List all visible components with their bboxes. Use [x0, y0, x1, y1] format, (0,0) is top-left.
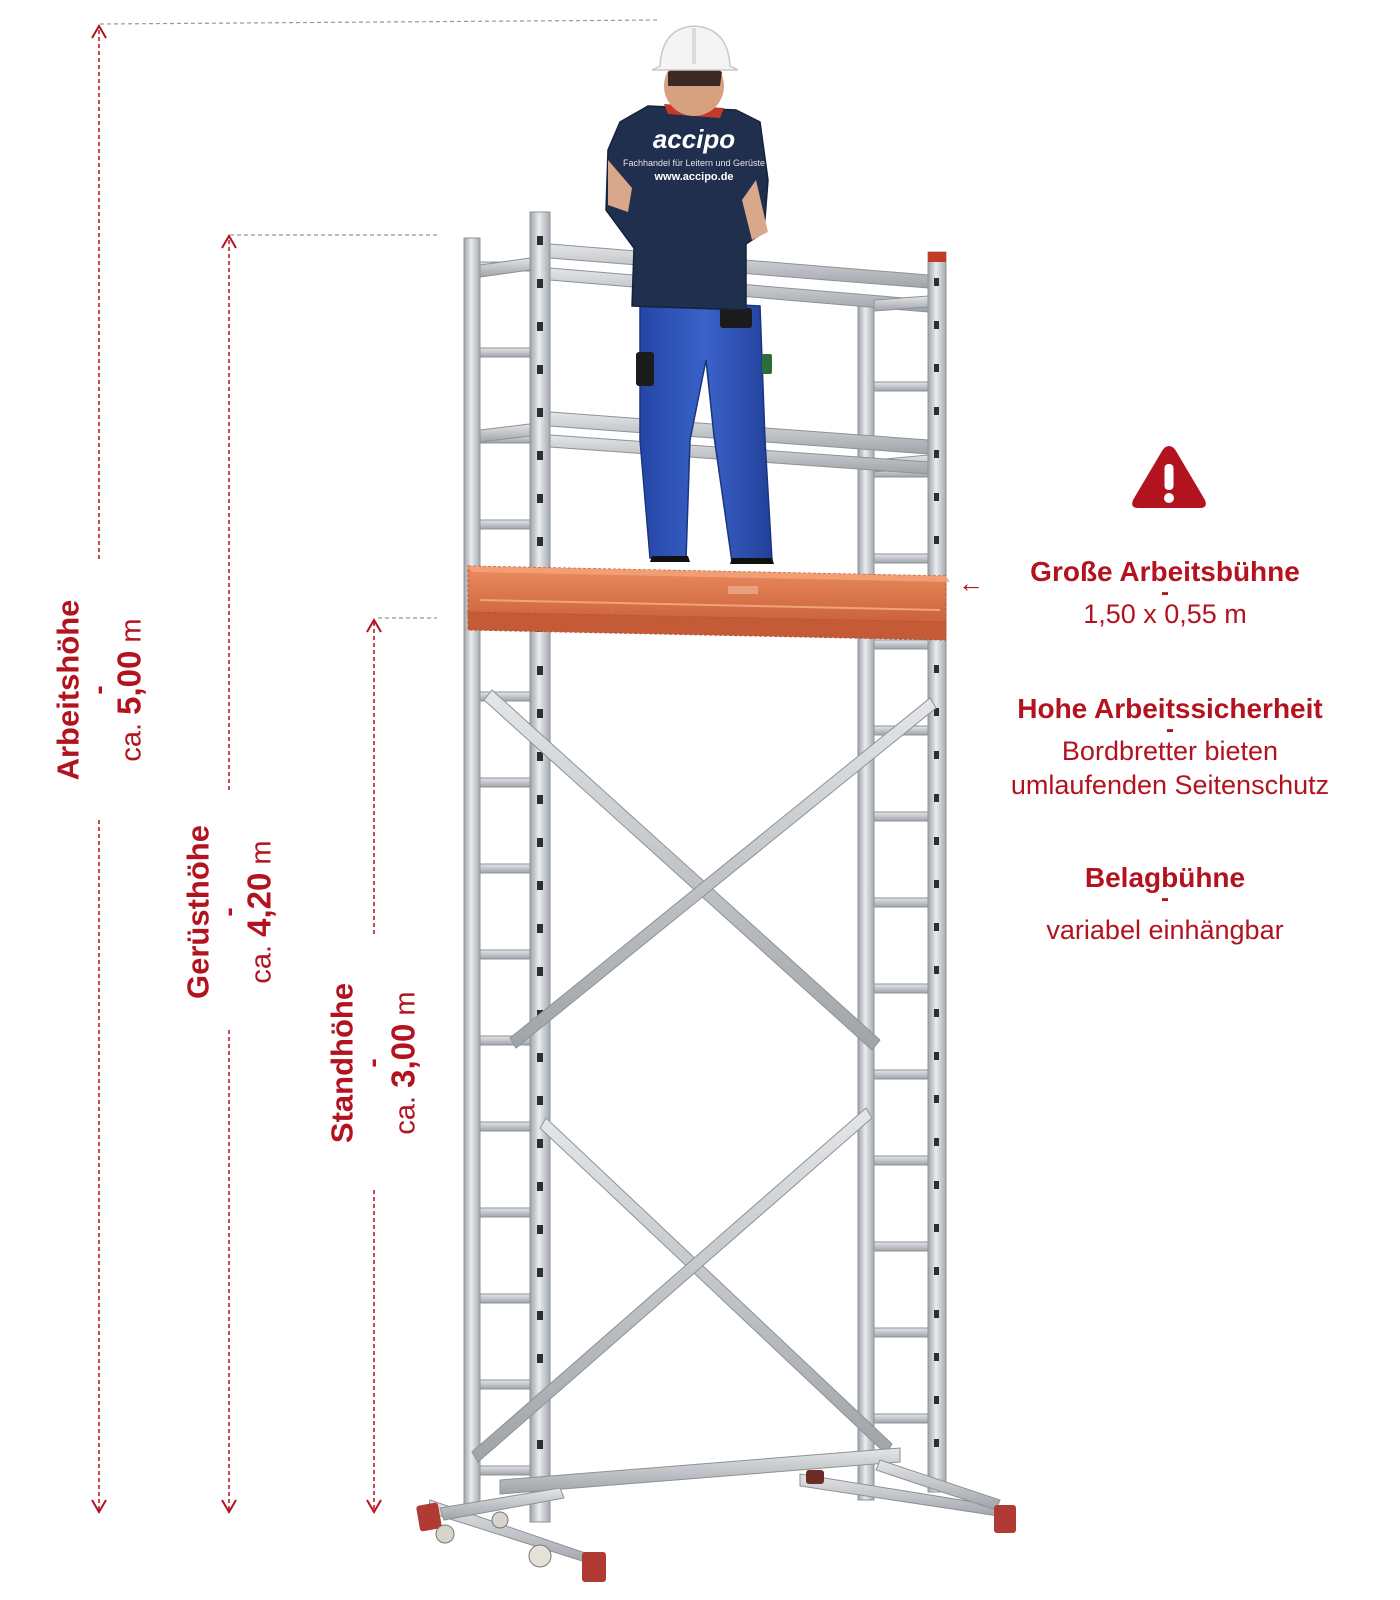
label-arbeitshoehe [50, 599, 148, 781]
label-prefix: ca. [389, 1095, 422, 1135]
feature-deck-dash: - [1161, 885, 1169, 912]
upright-hole [537, 838, 543, 847]
upright-hole [934, 278, 939, 286]
upright-hole [934, 1181, 939, 1189]
shirt-tagline: Fachhandel für Leitern und Gerüste [622, 158, 766, 168]
ladder-rung-right [866, 640, 934, 649]
feature-safety-title: Hohe Arbeitssicherheit [1017, 693, 1323, 724]
upright-hole [934, 321, 939, 329]
shirt-url: www.accipo.de [654, 171, 734, 183]
upright-hole [537, 236, 543, 245]
label-arbeitshoehe-dash: - [82, 685, 114, 695]
label-standhoehe-dash: - [356, 1058, 388, 1068]
upright-hole [537, 1311, 543, 1320]
feature-deck-text: variabel einhängbar [1046, 915, 1284, 945]
upright-hole [934, 407, 939, 415]
upright-hole [934, 837, 939, 845]
upright-hole [537, 494, 543, 503]
ladder-rung-right [866, 382, 934, 391]
label-geruesthoehe [180, 825, 278, 999]
ladder-rung-right [866, 554, 934, 563]
upright-hole [537, 1268, 543, 1277]
upright-hole [537, 1225, 543, 1234]
upright-hole [537, 1182, 543, 1191]
worker-tool [762, 354, 772, 374]
label-prefix: ca. [115, 722, 148, 762]
upright-hole [537, 451, 543, 460]
label-geruesthoehe-dash: - [212, 907, 244, 917]
feature-safety [960, 693, 1380, 803]
feature-safety-line2: umlaufenden Seitenschutz [1010, 769, 1330, 800]
feature-deck-title: Belagbühne [1084, 862, 1246, 893]
feature-deck [985, 862, 1345, 948]
feature-platform [985, 556, 1345, 632]
upright-hole [537, 709, 543, 718]
label-number: 4,20 [240, 872, 278, 937]
upright-hole [934, 1009, 939, 1017]
ladder-rung-right [866, 984, 934, 993]
upright-hole [537, 1440, 543, 1449]
upright-hole [537, 924, 543, 933]
upright-hole [934, 794, 939, 802]
upright-hole [934, 1267, 939, 1275]
work-platform [468, 566, 950, 640]
feature-safety-line1: Bordbretter bieten [1061, 736, 1279, 766]
warning-triangle-icon [1130, 444, 1208, 510]
upright-hole [537, 1354, 543, 1363]
upright-hole [537, 365, 543, 374]
ladder-rung-right [866, 1070, 934, 1079]
upright-hole [934, 536, 939, 544]
upright-hole [934, 966, 939, 974]
worker-knee-pocket [636, 352, 654, 386]
feature-platform-size: 1,50 x 0,55 m [1083, 599, 1247, 629]
upright-hole [934, 493, 939, 501]
label-arbeitshoehe-value [110, 600, 148, 781]
scaffold [416, 26, 1016, 1582]
upright-hole [537, 1139, 543, 1148]
upright-hole [934, 923, 939, 931]
upright-hole [537, 1053, 543, 1062]
label-number: 3,00 [384, 1023, 422, 1088]
upright-right-back [858, 300, 874, 1500]
upright-hole [934, 1095, 939, 1103]
platform-arrow: ← [958, 568, 984, 598]
upright-hole [537, 279, 543, 288]
upright-hole [934, 751, 939, 759]
upright-hole [934, 880, 939, 888]
upright-hole [934, 1052, 939, 1060]
ladder-rung-right [866, 812, 934, 821]
feature-platform-dash: - [1161, 579, 1169, 606]
upright-hole [934, 1439, 939, 1447]
upright-hole [934, 1310, 939, 1318]
upright-hole [934, 1353, 939, 1361]
upright-hole [537, 322, 543, 331]
upright-right-front [928, 252, 946, 1492]
label-unit: m [245, 840, 278, 865]
label-standhoehe-title: Standhöhe [324, 982, 360, 1144]
label-number: 5,00 [110, 650, 148, 715]
upright-hole [934, 1138, 939, 1146]
upright-hole [537, 752, 543, 761]
upright-hole [934, 1396, 939, 1404]
upright-hole [934, 364, 939, 372]
label-arbeitshoehe-title: Arbeitshöhe [50, 599, 86, 781]
feature-safety-dash: - [1166, 716, 1174, 743]
upright-hole [537, 408, 543, 417]
upright-hole [537, 795, 543, 804]
ladder-rung-right [866, 1414, 934, 1423]
label-prefix: ca. [245, 944, 278, 984]
label-geruesthoehe-title: Gerüsthöhe [180, 825, 216, 999]
upright-hole [934, 1224, 939, 1232]
upright-hole [537, 666, 543, 675]
upright-hole [537, 967, 543, 976]
upright-left-back [464, 238, 480, 1508]
upright-cap [928, 252, 946, 262]
upright-hole [537, 537, 543, 546]
upright-hole [537, 1096, 543, 1105]
upright-hole [537, 881, 543, 890]
shirt-brand: accipo [652, 124, 736, 154]
label-unit: m [115, 618, 148, 643]
upright-hole [934, 450, 939, 458]
scaffold-feet [416, 1460, 1016, 1582]
label-standhoehe-value [384, 983, 422, 1143]
feature-platform-title: Große Arbeitsbühne [1030, 556, 1300, 587]
label-geruesthoehe-value [240, 825, 278, 999]
label-standhoehe [324, 982, 422, 1144]
label-unit: m [389, 991, 422, 1016]
ladder-rung-right [866, 898, 934, 907]
ladder-rung-right [866, 1328, 934, 1337]
ladder-rung-right [866, 1242, 934, 1251]
scaffold-rungs-front [866, 382, 934, 1423]
upright-hole [934, 665, 939, 673]
ladder-rung-right [866, 1156, 934, 1165]
